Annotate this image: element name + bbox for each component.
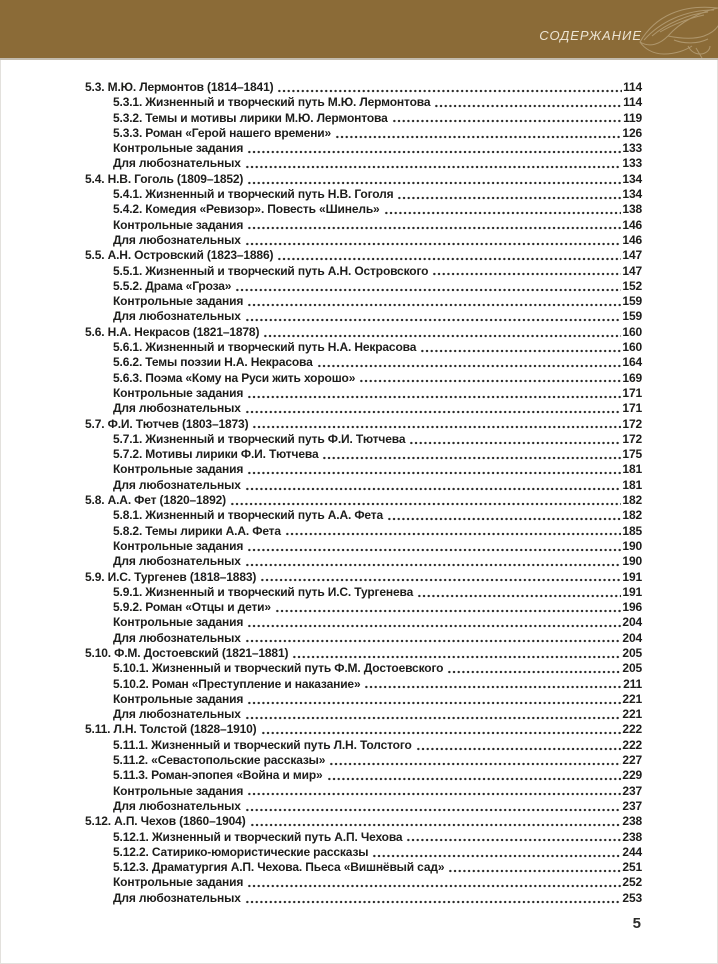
toc-entry xyxy=(85,187,642,202)
toc-entry-label: 5.11. Л.Н. Толстой (1828–1910) xyxy=(85,722,257,737)
toc-entry-label: 5.12.3. Драматургия А.П. Чехова. Пьеса «Вишнёвый сад» xyxy=(113,860,445,875)
dot-leader xyxy=(372,845,621,860)
toc-entry-label: Для любознательных xyxy=(113,554,241,569)
toc-entry-label: 5.7. Ф.И. Тютчев (1803–1873) xyxy=(85,416,249,431)
toc-entry xyxy=(85,692,642,707)
toc-entry-label: Для любознательных xyxy=(113,309,241,324)
toc-entry xyxy=(85,202,642,217)
toc-entry-page-number: 204 xyxy=(622,615,642,630)
toc-entry xyxy=(85,631,642,646)
toc-entry-label: 5.9. И.С. Тургенев (1818–1883) xyxy=(85,569,257,584)
toc-entry-page-number: 134 xyxy=(622,187,642,202)
toc-entry xyxy=(85,860,642,875)
toc-entry-page-number: 147 xyxy=(622,248,642,263)
dot-leader xyxy=(327,768,622,783)
toc-entry-label: 5.5.1. Жизненный и творческий путь А.Н. Островского xyxy=(113,263,429,278)
toc-entry-page-number: 252 xyxy=(622,875,642,890)
dot-leader xyxy=(417,585,621,600)
dot-leader xyxy=(245,891,622,906)
dot-leader xyxy=(409,432,621,447)
toc-entry xyxy=(85,830,642,845)
toc-entry xyxy=(85,325,642,340)
dot-leader xyxy=(292,646,621,661)
toc-entry-label: Контрольные задания xyxy=(113,691,244,706)
dot-leader xyxy=(245,401,622,416)
toc-entry-page-number: 138 xyxy=(622,202,642,217)
toc-entry-page-number: 182 xyxy=(622,508,642,523)
toc-entry-label: 5.11.1. Жизненный и творческий путь Л.Н. Толстого xyxy=(113,737,412,752)
toc-entry-page-number: 253 xyxy=(622,890,642,905)
dot-leader xyxy=(434,95,622,110)
toc-entry xyxy=(85,875,642,890)
dot-leader xyxy=(420,340,621,355)
toc-entry-label: Для любознательных xyxy=(113,890,241,905)
toc-entry-page-number: 175 xyxy=(622,447,642,462)
toc-entry xyxy=(85,585,642,600)
toc-entry-page-number: 181 xyxy=(622,462,642,477)
toc-entry xyxy=(85,264,642,279)
toc-entry-page-number: 244 xyxy=(622,844,642,859)
toc-entry-label: 5.12.1. Жизненный и творческий путь А.П. Чехова xyxy=(113,829,403,844)
toc-entry-page-number: 182 xyxy=(622,493,642,508)
toc-entry xyxy=(85,814,642,829)
chapter-header-bar xyxy=(0,0,718,60)
toc-entry xyxy=(85,141,642,156)
toc-entry xyxy=(85,493,642,508)
toc-entry-page-number: 159 xyxy=(622,294,642,309)
toc-entry xyxy=(85,600,642,615)
toc-entry xyxy=(85,570,642,585)
page-number: 5 xyxy=(632,915,641,932)
toc-entry xyxy=(85,401,642,416)
toc-entry-page-number: 221 xyxy=(622,691,642,706)
toc-entry xyxy=(85,279,642,294)
toc-entry-page-number: 238 xyxy=(622,829,642,844)
toc-entry-label: 5.3.2. Темы и мотивы лирики М.Ю. Лермонтова xyxy=(113,110,388,125)
dot-leader xyxy=(245,478,622,493)
toc-entry xyxy=(85,233,642,248)
dot-leader xyxy=(247,539,621,554)
dot-leader xyxy=(247,141,621,156)
toc-entry xyxy=(85,478,642,493)
toc-entry-label: 5.11.3. Роман-эпопея «Война и мир» xyxy=(113,768,323,783)
toc-entry-label: 5.8. А.А. Фет (1820–1892) xyxy=(85,493,226,508)
toc-entry xyxy=(85,156,642,171)
toc-entry-page-number: 190 xyxy=(622,538,642,553)
toc-entry xyxy=(85,95,642,110)
toc-entry-page-number: 114 xyxy=(623,80,642,94)
toc-entry-page-number: 164 xyxy=(622,355,642,370)
toc-entry-page-number: 181 xyxy=(622,477,642,492)
toc-entry-label: 5.9.1. Жизненный и творческий путь И.С. Тургенева xyxy=(113,584,414,599)
toc-entry-page-number: 238 xyxy=(622,814,642,829)
toc-entry-page-number: 160 xyxy=(622,340,642,355)
dot-leader xyxy=(416,738,622,753)
toc-entry-page-number: 126 xyxy=(622,125,642,140)
dot-leader xyxy=(247,692,621,707)
toc-entry xyxy=(85,539,642,554)
toc-entry-label: 5.7.1. Жизненный и творческий путь Ф.И. Тютчева xyxy=(113,431,406,446)
toc-entry-label: 5.6. Н.А. Некрасов (1821–1878) xyxy=(85,324,260,339)
dot-leader xyxy=(247,172,621,187)
dot-leader xyxy=(247,218,621,233)
toc-entry xyxy=(85,661,642,676)
toc-entry-page-number: 147 xyxy=(622,263,642,278)
toc-entry xyxy=(85,340,642,355)
toc-entry-page-number: 169 xyxy=(622,370,642,385)
toc-entry-label: Для любознательных xyxy=(113,232,241,247)
toc-entry-page-number: 146 xyxy=(622,232,642,247)
dot-leader xyxy=(247,386,621,401)
toc-entry xyxy=(85,218,642,233)
toc-entry-page-number: 251 xyxy=(622,860,642,875)
toc-entry-page-number: 190 xyxy=(622,554,642,569)
dot-leader xyxy=(275,600,621,615)
toc-entry xyxy=(85,294,642,309)
dot-leader xyxy=(245,233,622,248)
dot-leader xyxy=(387,508,621,523)
toc-entry-label: Контрольные задания xyxy=(113,385,244,400)
toc-entry xyxy=(85,891,642,906)
toc-entry-page-number: 222 xyxy=(622,722,642,737)
toc-entry xyxy=(85,784,642,799)
toc-entry-page-number: 160 xyxy=(622,324,642,339)
toc-entry xyxy=(85,677,642,692)
toc-entry xyxy=(85,111,642,126)
dot-leader xyxy=(263,325,621,340)
dot-leader xyxy=(364,677,622,692)
toc-entry-label: 5.8.2. Темы лирики А.А. Фета xyxy=(113,523,281,538)
toc-entry-page-number: 119 xyxy=(623,110,642,125)
dot-leader xyxy=(432,264,621,279)
dot-leader xyxy=(397,187,621,202)
toc-entry-label: 5.7.2. Мотивы лирики Ф.И. Тютчева xyxy=(113,447,319,462)
toc-entry-page-number: 227 xyxy=(622,753,642,768)
dot-leader xyxy=(406,830,621,845)
toc-entry xyxy=(85,309,642,324)
toc-entry-label: 5.10.1. Жизненный и творческий путь Ф.М. Достоевского xyxy=(113,661,444,676)
toc-entry-page-number: 204 xyxy=(622,630,642,645)
dot-leader xyxy=(245,309,622,324)
dot-leader xyxy=(247,294,621,309)
toc-entry xyxy=(85,248,642,263)
toc-entry-page-number: 205 xyxy=(622,661,642,676)
dot-leader xyxy=(392,111,622,126)
dot-leader xyxy=(252,417,621,432)
toc-entry-label: 5.4. Н.В. Гоголь (1809–1852) xyxy=(85,171,244,186)
toc-entry-label: Для любознательных xyxy=(113,156,241,171)
dot-leader xyxy=(335,126,621,141)
toc-entry-label: Контрольные задания xyxy=(113,294,244,309)
dot-leader xyxy=(359,371,621,386)
toc-entry xyxy=(85,722,642,737)
toc-entry-label: 5.11.2. «Севастопольские рассказы» xyxy=(113,753,326,768)
toc-entry-label: 5.10. Ф.М. Достоевский (1821–1881) xyxy=(85,645,289,660)
toc-entry xyxy=(85,80,642,95)
dot-leader xyxy=(250,814,622,829)
toc-entry-page-number: 172 xyxy=(622,416,642,431)
toc-entry-page-number: 229 xyxy=(622,768,642,783)
dot-leader xyxy=(447,661,621,676)
toc-entry-label: 5.4.1. Жизненный и творческий путь Н.В. Гоголя xyxy=(113,187,394,202)
dot-leader xyxy=(235,279,621,294)
toc-entry xyxy=(85,615,642,630)
toc-entry-label: Для любознательных xyxy=(113,798,241,813)
toc-entry-page-number: 237 xyxy=(622,783,642,798)
toc-entry-label: Контрольные задания xyxy=(113,875,244,890)
toc-entry-page-number: 152 xyxy=(622,278,642,293)
dot-leader xyxy=(260,570,621,585)
toc-entry-label: Контрольные задания xyxy=(113,615,244,630)
toc-entry-page-number: 205 xyxy=(622,645,642,660)
toc-entry-label: 5.5. А.Н. Островский (1823–1886) xyxy=(85,248,274,263)
toc-entry-label: Контрольные задания xyxy=(113,141,244,156)
toc-entry-page-number: 196 xyxy=(622,600,642,615)
toc-entry-label: 5.6.2. Темы поэзии Н.А. Некрасова xyxy=(113,355,313,370)
dot-leader xyxy=(245,631,622,646)
toc-entry-label: 5.6.1. Жизненный и творческий путь Н.А. Некрасова xyxy=(113,340,417,355)
toc-entry xyxy=(85,172,642,187)
toc-entry-label: 5.8.1. Жизненный и творческий путь А.А. Фета xyxy=(113,508,384,523)
toc-entry xyxy=(85,845,642,860)
dot-leader xyxy=(247,875,621,890)
toc-entry xyxy=(85,508,642,523)
toc-entry-label: Для любознательных xyxy=(113,630,241,645)
toc-entry-page-number: 221 xyxy=(622,707,642,722)
toc-entry xyxy=(85,799,642,814)
toc-entry-label: Контрольные задания xyxy=(113,217,244,232)
dot-leader xyxy=(261,722,622,737)
toc-entry xyxy=(85,707,642,722)
dot-leader xyxy=(384,202,622,217)
toc-entry xyxy=(85,386,642,401)
toc-entry-page-number: 146 xyxy=(622,217,642,232)
toc-entry-page-number: 171 xyxy=(622,385,642,400)
toc-entry xyxy=(85,355,642,370)
toc-entry-page-number: 222 xyxy=(622,737,642,752)
dot-leader xyxy=(245,799,622,814)
toc-entry-label: 5.10.2. Роман «Преступление и наказание» xyxy=(113,676,361,691)
toc-entry xyxy=(85,554,642,569)
toc-entry xyxy=(85,646,642,661)
dot-leader xyxy=(245,707,622,722)
toc-entry-label: 5.4.2. Комедия «Ревизор». Повесть «Шинель» xyxy=(113,202,380,217)
dot-leader xyxy=(277,248,621,263)
dot-leader xyxy=(317,355,622,370)
table-of-contents xyxy=(85,80,642,906)
toc-entry-label: 5.6.3. Поэма «Кому на Руси жить хорошо» xyxy=(113,370,356,385)
toc-entry-label: 5.3.3. Роман «Герой нашего времени» xyxy=(113,125,332,140)
dot-leader xyxy=(247,784,621,799)
toc-entry-label: Контрольные задания xyxy=(113,538,244,553)
dot-leader xyxy=(329,753,621,768)
toc-entry-label: Для любознательных xyxy=(113,477,241,492)
toc-entry-label: 5.3.1. Жизненный и творческий путь М.Ю. Лермонтова xyxy=(113,95,431,110)
toc-entry-label: 5.9.2. Роман «Отцы и дети» xyxy=(113,600,271,615)
toc-entry-page-number: 185 xyxy=(622,523,642,538)
toc-entry xyxy=(85,126,642,141)
quill-feather-icon xyxy=(630,2,718,60)
header-title: СОДЕРЖАНИЕ xyxy=(539,28,642,43)
toc-entry xyxy=(85,447,642,462)
dot-leader xyxy=(277,80,622,95)
toc-entry-page-number: 114 xyxy=(623,95,642,110)
toc-entry-page-number: 191 xyxy=(622,569,642,584)
toc-entry xyxy=(85,417,642,432)
toc-entry xyxy=(85,432,642,447)
toc-entry-label: 5.5.2. Драма «Гроза» xyxy=(113,278,232,293)
toc-entry-page-number: 171 xyxy=(622,401,642,416)
toc-entry-label: Контрольные задания xyxy=(113,783,244,798)
dot-leader xyxy=(247,462,621,477)
toc-entry-label: 5.12.2. Сатирико-юмористические рассказы xyxy=(113,844,369,859)
toc-entry-page-number: 191 xyxy=(622,584,642,599)
toc-entry-label: 5.3. М.Ю. Лермонтов (1814–1841) xyxy=(85,80,274,94)
toc-entry-page-number: 133 xyxy=(622,156,642,171)
dot-leader xyxy=(448,860,621,875)
toc-entry-page-number: 211 xyxy=(623,676,642,691)
toc-entry-page-number: 172 xyxy=(622,431,642,446)
toc-entry xyxy=(85,738,642,753)
toc-entry-page-number: 134 xyxy=(622,171,642,186)
dot-leader xyxy=(245,554,622,569)
dot-leader xyxy=(245,156,622,171)
dot-leader xyxy=(285,524,621,539)
toc-entry xyxy=(85,768,642,783)
toc-entry-page-number: 133 xyxy=(622,141,642,156)
toc-entry-label: 5.12. А.П. Чехов (1860–1904) xyxy=(85,814,246,829)
toc-entry xyxy=(85,371,642,386)
toc-entry-label: Контрольные задания xyxy=(113,462,244,477)
toc-entry-page-number: 159 xyxy=(622,309,642,324)
toc-entry xyxy=(85,753,642,768)
toc-entry-label: Для любознательных xyxy=(113,401,241,416)
dot-leader xyxy=(230,493,621,508)
dot-leader xyxy=(322,447,621,462)
toc-entry-page-number: 237 xyxy=(622,798,642,813)
toc-entry xyxy=(85,462,642,477)
dot-leader xyxy=(247,615,621,630)
toc-entry-label: Для любознательных xyxy=(113,707,241,722)
toc-entry xyxy=(85,524,642,539)
